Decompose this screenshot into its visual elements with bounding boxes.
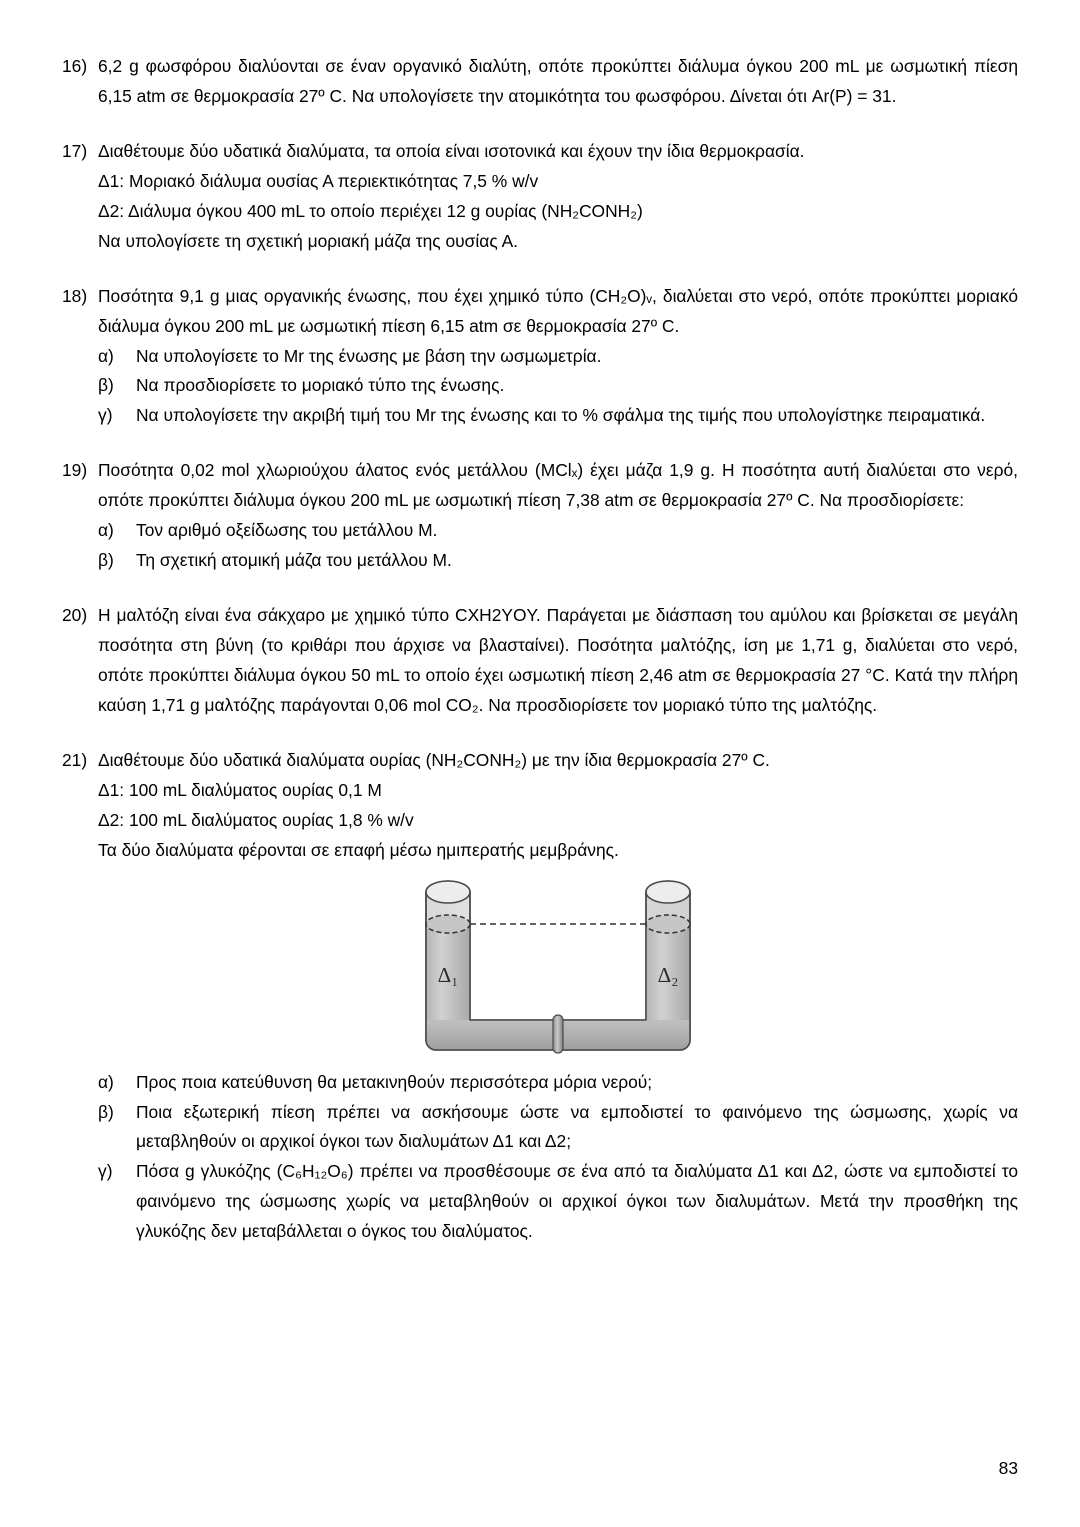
subitem-text: Τη σχετική ατομική μάζα του μετάλλου Μ. <box>136 550 452 571</box>
left-liquid-surface <box>426 915 470 933</box>
question-20-body <box>98 601 1018 721</box>
figure-label-left: Δ₁ <box>437 962 459 987</box>
question-21-line-d1: Δ1: 100 mL διαλύματος ουρίας 0,1 Μ <box>98 779 382 800</box>
u-tube-osmosis-diagram <box>408 872 708 1060</box>
subitem-marker: γ) <box>98 1161 113 1182</box>
question-19-subitem-b <box>98 546 1018 576</box>
subitem-marker: α) <box>98 520 114 541</box>
question-18-number: 18) <box>62 285 88 306</box>
question-17 <box>62 137 1018 257</box>
question-20 <box>62 601 1018 721</box>
question-17-intro: Διαθέτουμε δύο υδατικά διαλύματα, τα οποία είναι ισοτονικά και έχουν την ίδια θερμοκρασία. <box>98 140 805 161</box>
right-tube-rim <box>646 881 690 903</box>
subitem-marker: α) <box>98 345 114 366</box>
question-21-intro: Διαθέτουμε δύο υδατικά διαλύματα ουρίας (NH₂CONH₂) με την ίδια θερμοκρασία 27º C. <box>98 749 770 770</box>
question-21-subitems <box>98 1068 1018 1248</box>
question-19 <box>62 456 1018 576</box>
subitem-text: Να υπολογίσετε το Mr της ένωσης με βάση την ωσμωμετρία. <box>136 345 602 366</box>
question-17-line-task: Να υπολογίσετε τη σχετική μοριακή μάζα της ουσίας Α. <box>98 230 519 251</box>
question-19-subitem-a <box>98 516 1018 546</box>
osmosis-figure-container <box>98 872 1018 1060</box>
question-16-body <box>98 52 1018 112</box>
question-19-intro: Ποσότητα 0,02 mol χλωριούχου άλατος ενός μετάλλου (MClₓ) έχει μάζα 1,9 g. Η ποσότητα αυτή διαλύεται στο νερό, οπότε προκύπτει διάλυμα όγκου 200 mL με ωσμωτική πίεση 7,38 atm σε θερμοκρασία 27º C. Να προσδιορίσετε: <box>98 460 1018 511</box>
question-21-line-d2: Δ2: 100 mL διαλύματος ουρίας 1,8 % w/v <box>98 809 414 830</box>
question-18-subitem-a <box>98 342 1018 372</box>
subitem-marker: β) <box>98 375 114 396</box>
question-21-body <box>98 746 1018 1247</box>
question-20-number: 20) <box>62 605 88 626</box>
subitem-marker: β) <box>98 1101 114 1122</box>
left-tube-rim <box>426 881 470 903</box>
inner-tube-outline <box>470 892 646 1020</box>
question-21-subitem-a <box>98 1068 1018 1098</box>
question-17-line-d1: Δ1: Μοριακό διάλυμα ουσίας Α περιεκτικότητας 7,5 % w/v <box>98 170 539 191</box>
question-17-body <box>98 137 1018 257</box>
question-17-line-d2: Δ2: Διάλυμα όγκου 400 mL το οποίο περιέχει 12 g ουρίας (NH₂CONH₂) <box>98 200 643 221</box>
question-19-number: 19) <box>62 460 88 481</box>
question-18-intro: Ποσότητα 9,1 g μιας οργανικής ένωσης, που έχει χημικό τύπο (CH₂O)ᵥ, διαλύεται στο νερό, οπότε προκύπτει μοριακό διάλυμα όγκου 200 mL με ωσμωτική πίεση 6,15 atm σε θερμοκρασία 27º C. <box>98 285 1018 336</box>
subitem-text: Ποια εξωτερική πίεση πρέπει να ασκήσουμε ώστε να εμποδιστεί το φαινόμενο της ώσμωσης, χωρίς να μεταβληθούν οι αρχικοί όγκοι των διαλυμάτων Δ1 και Δ2; <box>136 1101 1018 1152</box>
question-16-text: 6,2 g φωσφόρου διαλύονται σε έναν οργανικό διαλύτη, οπότε προκύπτει διάλυμα όγκου 200 mL με ωσμωτική πίεση 6,15 atm σε θερμοκρασία 27º C. Να υπολογίσετε την ατομικότητα του φωσφόρου. Δίνεται ότι Ar(P) = 31. <box>98 56 1018 106</box>
subitem-marker: α) <box>98 1071 114 1092</box>
semipermeable-membrane <box>553 1015 563 1053</box>
right-liquid-surface <box>646 915 690 933</box>
subitem-text: Τον αριθμό οξείδωσης του μετάλλου Μ. <box>136 520 438 541</box>
question-18-body <box>98 282 1018 432</box>
question-18-subitem-b <box>98 371 1018 401</box>
question-18-subitems <box>98 342 1018 432</box>
question-21-number: 21) <box>62 749 88 770</box>
subitem-text: Πόσα g γλυκόζης (C₆H₁₂O₆) πρέπει να προσθέσουμε σε ένα από τα διαλύματα Δ1 και Δ2, ώστε να εμποδιστεί το φαινόμενο της ώσμωσης χωρίς να μεταβληθούν οι αρχικοί όγκοι των διαλυμάτων. Μετά την προσθήκη της γλυκόζης δεν μεταβάλλεται ο όγκος του διαλύματος. <box>136 1161 1018 1242</box>
page-number: 83 <box>998 1458 1018 1478</box>
subitem-marker: γ) <box>98 405 113 426</box>
question-19-subitems <box>98 516 1018 576</box>
question-20-intro: Η μαλτόζη είναι ένα σάκχαρο με χημικό τύπο CΧH2ΥOΥ. Παράγεται με διάσπαση του αμύλου και βρίσκεται σε μεγάλη ποσότητα στη βύνη (το κριθάρι που άρχισε να βλασταίνει). Ποσότητα μαλτόζης, ίση με 1,71 g, διαλύεται στο νερό, οπότε προκύπτει διάλυμα όγκου 50 mL το οποίο έχει ωσμωτική πίεση 2,46 atm σε θερμοκρασία 27 °C. Κατά την πλήρη καύση 1,71 g μαλτόζης παράγονται 0,06 mol CO₂. Να προσδιορίσετε τον μοριακό τύπο της μαλτόζης. <box>98 605 1018 715</box>
subitem-text: Να υπολογίσετε την ακριβή τιμή του Mr της ένωσης και το % σφάλμα της τιμής που υπολογίστηκε πειραματικά. <box>136 405 986 426</box>
question-18-subitem-c <box>98 401 1018 431</box>
question-21-subitem-c <box>98 1157 1018 1247</box>
question-21-subitem-b <box>98 1098 1018 1158</box>
subitem-text: Προς ποια κατεύθυνση θα μετακινηθούν περισσότερα μόρια νερού; <box>136 1071 653 1092</box>
question-19-body <box>98 456 1018 576</box>
question-16-number: 16) <box>62 56 88 76</box>
figure-label-right: Δ₂ <box>657 962 679 987</box>
question-17-number: 17) <box>62 140 88 161</box>
question-21-line-contact: Τα δύο διαλύματα φέρονται σε επαφή μέσω ημιπερατής μεμβράνης. <box>98 839 619 860</box>
question-21 <box>62 746 1018 1247</box>
subitem-text: Να προσδιορίσετε το μοριακό τύπο της ένωσης. <box>136 375 505 396</box>
subitem-marker: β) <box>98 550 114 571</box>
question-18 <box>62 282 1018 432</box>
question-16 <box>62 52 1018 112</box>
